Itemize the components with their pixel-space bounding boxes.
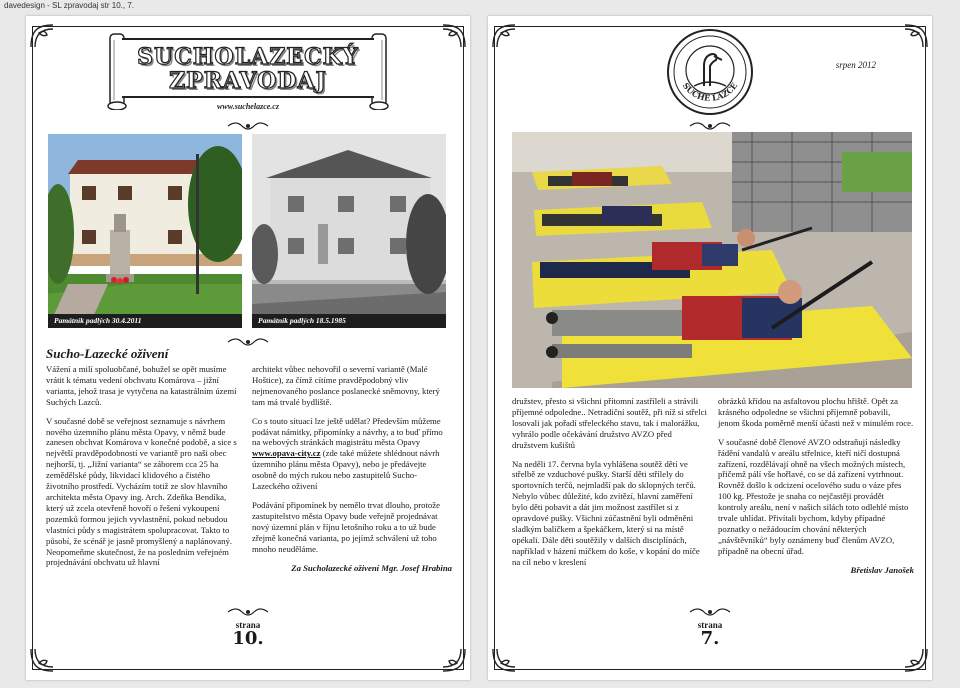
page-number: 10. [232,628,264,649]
article-paragraph: družstev, přesto si všichni přítomní zastříleli a strávili příjemné odpoledne.. Netradiční soutěž, při níž si střelci losovali jak pořadí střeleckého stavu, tak i malorážku, vyhrálo podle očekávání družstvo AVZO před družstvem kušištů [512,396,707,450]
flourish-divider-icon [226,604,270,614]
shooting-competition-photo [512,132,912,388]
article-paragraph: Vážení a milí spoluobčané, bohužel se opět musíme vrátit k tématu vedení obchvatu Komárova – jižní varianta, jehož trasa je vytyčena na katastrálním území Suchých Lazců. [46,364,237,407]
memorial-photo-2011 [48,134,242,328]
article-paragraph: obrázků křídou na asfaltovou plochu hřiště. Opět za krásného odpoledne se všichni příjemně pobavili, jenom škoda poměrně menší účasti než v minulém roce. [718,396,914,428]
corner-ornament-icon [441,23,467,49]
opava-city-link[interactable]: www.opava-city.cz [252,448,321,459]
shooters-image [512,132,912,388]
masthead-title-line2: ZPRAVODAJ [169,68,327,94]
corner-ornament-icon [491,647,517,673]
article2-column-1 [512,396,708,576]
article2-column-2 [718,396,914,576]
page-number-7 [675,620,745,649]
article-heading: Sucho-Lazecké oživení [46,346,169,361]
flourish-divider-icon [688,604,732,614]
masthead-website[interactable]: www.suchelazce.cz [217,102,279,111]
article2-signature: Břetislav Janošek [850,564,914,575]
photo-caption-1985: Památník padlých 18.5.1985 [252,314,446,328]
corner-ornament-icon [903,23,929,49]
article1-column-2 [252,364,452,573]
corner-ornament-icon [491,23,517,49]
photo-caption-2011: Památník padlých 30.4.2011 [48,314,242,328]
corner-ornament-icon [903,647,929,673]
page-number: 7. [700,628,720,649]
page-7 [488,16,932,680]
page-number-10 [213,620,283,649]
masthead-banner [104,22,392,114]
corner-ornament-icon [29,647,55,673]
page-label: strana [235,620,261,630]
memorial-color-image [48,134,242,328]
article-paragraph: Co s touto situací lze ještě udělat? Především můžeme podávat námitky, připomínky a návrhy, a to buď přímo na webových stránkách magistrátu města Opavy www.opava-city.cz (zde také můžete shlédnout návrh územního plánu města Opavy), nebo je předávejte osobně do mých rukou nebo zastupitelů Sucho-Lazeckého oživení [252,415,443,492]
flourish-divider-icon [226,334,270,344]
flourish-divider-icon [226,118,270,128]
corner-ornament-icon [441,647,467,673]
article1-column-1 [46,364,244,576]
issue-date: srpen 2012 [835,60,876,70]
corner-ornament-icon [29,23,55,49]
browser-title-bar: davedesign - SL zpravodaj str 10., 7. [4,1,134,10]
memorial-photo-1985 [252,134,446,328]
village-seal-icon [664,26,756,118]
article1-signature: Za Sucholazecké oživení Mgr. Josef Hrabina [291,562,452,573]
article-paragraph: Podávání připomínek by nemělo trvat dlouho, protože zastupitelstvo města Opavy bude veřejně projednávat nový územní plán v říjnu letošního roku a to už bude zřejmě konečná varianta, po jejímž schválení už toho mnoho neuděláme. [252,499,440,554]
article-paragraph: architekt vůbec nehovořil o severní variantě (Malé Hoštice), za čímž cítíme pravděpodobný vliv nejmenovaného poslance poslanecké sněmovny, který tam má trvalé bydliště. [252,364,440,407]
masthead-body [122,38,374,98]
article-paragraph: Na neděli 17. června byla vyhlášena soutěž dětí ve střelbě ze vzduchové pušky. Starší děti střílely do sportovních terčů, nejmladší pak do sklopných terčů. Nebylo vůbec důležité, kdo zvítězí, hlavní zaměření bylo děti pobavit a dát jim možnost zastřílet si z opravdové pušky. Všichni zúčastnění byli odměněni sladkým balíčkem a špekáčkem, který si na místě opékali. Dále děti soutěžily v dalších disciplínách, například v házení míčkem do koše, v kopání do míče na cíl nebo v kreslení [512,458,700,567]
article-paragraph: V současné době členové AVZO odstraňují následky řádění vandalů v areálu střelnice, kteří ničí dostupná zařízení, rozdělávají ohně na všech možných místech, přičemž pálí vše hořlavé, co se dá zařízení vytrhnout. Rovněž došlo k odcizení ocelového sudu o váze přes 100 kg. Přestože je snaha co nejčastěji provádět kontroly areálu, není v našich silách toto odlehlé místo trvale uhlídat. Přivítali bychom, kdyby případné poznatky o nežádoucím chování některých „návštěvníků“ byly oznámeny buď členům AVZO, případně na obecní úřad. [718,436,909,556]
seal-text: SUCHÉ LAZCE [680,80,740,104]
flourish-divider-icon [688,118,732,128]
page-label: strana [697,620,723,630]
memorial-bw-image [252,134,446,328]
page-10 [26,16,470,680]
masthead-title-line1: SUCHOLAZECKÝ [137,44,359,70]
article-paragraph: V současné době se veřejnost seznamuje s návrhem nového územního plánu města Opavy, v němž bude zanesen obchvat Komárova v konečné podobě, a sice s největší pravděpodobností ve variantě pro naši obec nejhorší, tj. „Jižní varianta“ se záborem cca 25 ha zemědělské půdy, likvidací klidového a čistého životního prostředí. Vycházím totiž ze slov hlavního architekta města Opavy ing. Arch. Zdeňka Bendíka, který už zcela otevřeně hovoří o řešení vykoupení pozemků formou jejich vyvlastnění, pokud nebudou vlastníci půdy s magistrátem spolupracovat. Takto to působí, že scénář je jasně promyšlený a naplánovaný. Neopomeňme skutečnost, že na posledním veřejném projednávání obchvatu už hlavní [46,415,237,568]
